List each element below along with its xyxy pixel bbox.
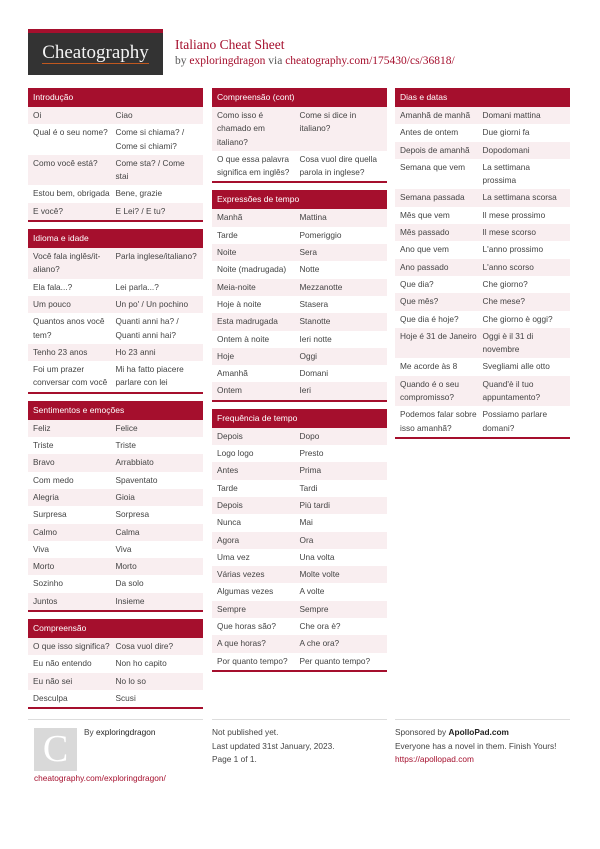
portuguese-cell: Que dia é hoje?	[400, 313, 459, 324]
table-row	[212, 151, 387, 182]
portuguese-cell: O que isso significa?	[33, 641, 110, 652]
published-status: Not published yet.	[212, 727, 279, 737]
table-row	[212, 653, 387, 670]
portuguese-cell: Nunca	[217, 517, 241, 528]
table-row	[212, 107, 387, 151]
portuguese-cell: Triste	[33, 440, 54, 451]
table-row	[212, 462, 387, 479]
table-row	[212, 445, 387, 462]
table-row	[395, 328, 570, 359]
section-rows	[28, 107, 203, 220]
portuguese-cell: Tarde	[217, 482, 238, 493]
section-rows	[395, 107, 570, 437]
sheet-url-link[interactable]: cheatography.com/175430/cs/36818/	[285, 55, 455, 67]
portuguese-cell: O que essa palavra significa em inglês?	[217, 153, 290, 178]
section-header: Introdução	[28, 88, 203, 107]
portuguese-cell: Amanhã	[217, 368, 248, 379]
section-rows	[212, 107, 387, 181]
footer-sponsor	[395, 719, 570, 767]
portuguese-cell: Ela fala...?	[33, 281, 73, 292]
table-row	[395, 142, 570, 159]
table-row	[212, 209, 387, 226]
portuguese-cell: Manhã	[217, 212, 243, 223]
via-label: via	[265, 55, 286, 67]
italian-cell: Ieri notte	[299, 333, 332, 344]
table-row	[212, 279, 387, 296]
italian-cell: Sempre	[299, 603, 329, 614]
table-row	[212, 296, 387, 313]
italian-cell: Sorpresa	[115, 509, 150, 520]
portuguese-cell: Uma vez	[217, 551, 250, 562]
portuguese-cell: Eu não sei	[33, 675, 73, 686]
portuguese-cell: Juntos	[33, 595, 58, 606]
portuguese-cell: Mês passado	[400, 227, 450, 238]
portuguese-cell: Hoje à noite	[217, 298, 262, 309]
portuguese-cell: Que mês?	[400, 296, 439, 307]
italian-cell: Quand'è il tuo appuntamento?	[482, 378, 541, 403]
table-row	[28, 489, 203, 506]
portuguese-cell: Ontem à noite	[217, 333, 270, 344]
footer-author-name[interactable]: exploringdragon	[96, 727, 156, 737]
table-row	[28, 296, 203, 313]
portuguese-cell: Antes	[217, 465, 239, 476]
portuguese-cell: A que horas?	[217, 638, 266, 649]
italian-cell: Che giorno è oggi?	[482, 313, 553, 324]
avatar: C	[34, 728, 77, 771]
italian-cell: Domani	[299, 368, 329, 379]
footer-author	[28, 719, 203, 794]
footer-author-line	[84, 726, 156, 740]
italian-cell: Tardi	[299, 482, 318, 493]
logo-text: Cheatography	[42, 42, 149, 63]
portuguese-cell: Estou bem, obrigada	[33, 188, 110, 199]
table-row	[28, 203, 203, 220]
table-row	[28, 344, 203, 361]
italian-cell: Scusi	[115, 692, 136, 703]
by-prefix: by	[175, 55, 190, 67]
italian-cell: A che ora?	[299, 638, 340, 649]
portuguese-cell: Eu não entendo	[33, 658, 92, 669]
italian-cell: Ora	[299, 534, 314, 545]
portuguese-cell: Logo logo	[217, 448, 254, 459]
portuguese-cell: Quantos anos você tem?	[33, 316, 105, 340]
italian-cell: La settimana prossima	[482, 161, 531, 186]
italian-cell: Ciao	[115, 110, 133, 120]
italian-cell: Arrabbiato	[115, 457, 154, 468]
table-row	[212, 365, 387, 382]
italian-cell: Domani mattina	[482, 110, 541, 120]
portuguese-cell: Semana que vem	[400, 161, 466, 172]
table-row	[28, 541, 203, 558]
portuguese-cell: Morto	[33, 561, 55, 572]
portuguese-cell: Hoje é 31 de Janeiro	[400, 330, 477, 341]
table-row	[212, 497, 387, 514]
portuguese-cell: Agora	[217, 534, 240, 545]
table-row	[28, 248, 203, 279]
by-label: By	[84, 727, 96, 737]
portuguese-cell: Antes de ontem	[400, 127, 459, 138]
table-row	[395, 311, 570, 328]
italian-cell: Più tardi	[299, 499, 330, 510]
portuguese-cell: Semana passada	[400, 192, 465, 203]
italian-cell: Possiamo parlare domani?	[482, 409, 548, 433]
italian-cell: Un po' / Un pochino	[115, 298, 189, 309]
portuguese-cell: Meia-noite	[217, 281, 256, 292]
table-row	[395, 259, 570, 276]
table-row	[212, 583, 387, 600]
table-row	[395, 358, 570, 375]
italian-cell: Oggi	[299, 350, 318, 361]
table-row	[212, 549, 387, 566]
last-updated: Last updated 31st January, 2023.	[212, 740, 335, 751]
table-row	[28, 638, 203, 655]
table-row	[28, 313, 203, 344]
section	[395, 88, 570, 439]
table-row	[212, 244, 387, 261]
portuguese-cell: E você?	[33, 205, 63, 216]
italian-cell: E Lei? / E tu?	[115, 205, 166, 216]
portuguese-cell: Mês que vem	[400, 209, 450, 220]
section-rows	[212, 428, 387, 670]
table-row	[28, 472, 203, 489]
page-title: Italiano Cheat Sheet	[175, 37, 285, 52]
italian-cell: Il mese scorso	[482, 227, 536, 238]
italian-cell: Mezzanotte	[299, 281, 343, 292]
table-row	[212, 635, 387, 652]
portuguese-cell: Que dia?	[400, 278, 434, 289]
profile-link[interactable]: cheatography.com/exploringdragon/	[34, 773, 166, 783]
section	[212, 409, 387, 672]
italian-cell: L'anno prossimo	[482, 244, 544, 255]
section-rows	[28, 420, 203, 610]
portuguese-cell: Surpresa	[33, 509, 67, 520]
italian-cell: Mai	[299, 517, 313, 528]
table-row	[28, 558, 203, 575]
italian-cell: Morto	[115, 561, 137, 572]
italian-cell: Stanotte	[299, 316, 331, 327]
table-row	[28, 454, 203, 471]
section-rows	[28, 638, 203, 707]
table-row	[395, 376, 570, 407]
italian-cell: Dopo	[299, 430, 320, 441]
table-row	[395, 124, 570, 141]
author-link[interactable]: exploringdragon	[189, 55, 266, 67]
column-2	[212, 88, 387, 679]
sponsor-name[interactable]: ApolloPad.com	[448, 727, 509, 737]
portuguese-cell: Que horas são?	[217, 621, 277, 632]
portuguese-cell: Esta madrugada	[217, 316, 278, 327]
portuguese-cell: Tarde	[217, 229, 238, 240]
italian-cell: Come si dice in italiano?	[299, 110, 357, 134]
italian-cell: Ho 23 anni	[115, 346, 156, 357]
section-header: Expressões de tempo	[212, 190, 387, 209]
table-row	[212, 227, 387, 244]
italian-cell: Prima	[299, 465, 322, 476]
italian-cell: Triste	[115, 440, 136, 451]
italian-cell: Che giorno?	[482, 278, 528, 289]
italian-cell: Una volta	[299, 551, 335, 562]
section-header: Compreensão	[28, 619, 203, 638]
italian-cell: Presto	[299, 448, 324, 459]
table-row	[28, 155, 203, 186]
italian-cell: Cosa vuol dire quella parola in inglese?	[299, 153, 377, 178]
portuguese-cell: Desculpa	[33, 692, 68, 703]
portuguese-cell: Ano que vem	[400, 244, 449, 255]
portuguese-cell: Calmo	[33, 526, 57, 537]
table-row	[395, 189, 570, 206]
portuguese-cell: Depois	[217, 499, 243, 510]
table-row	[28, 107, 203, 124]
italian-cell: Oggi è il 31 di novembre	[482, 330, 534, 355]
table-row	[28, 437, 203, 454]
italian-cell: Viva	[115, 543, 132, 554]
portuguese-cell: Tenho 23 anos	[33, 346, 88, 357]
italian-cell: Mi ha fatto piacere parlare con lei	[115, 364, 184, 388]
section-header: Sentimentos e emoções	[28, 401, 203, 420]
italian-cell: Sera	[299, 247, 318, 258]
portuguese-cell: Alegria	[33, 491, 59, 502]
section	[28, 619, 203, 709]
portuguese-cell: Foi um prazer conversar com você	[33, 364, 108, 388]
title-block	[175, 37, 455, 69]
portuguese-cell: Ontem	[217, 385, 242, 396]
italian-cell: L'anno scorso	[482, 261, 534, 272]
section-rows	[212, 209, 387, 399]
portuguese-cell: Várias vezes	[217, 569, 265, 580]
portuguese-cell: Bravo	[33, 457, 55, 468]
table-row	[212, 313, 387, 330]
table-row	[28, 524, 203, 541]
table-row	[28, 575, 203, 592]
portuguese-cell: Feliz	[33, 422, 51, 433]
table-row	[212, 514, 387, 531]
section	[28, 229, 203, 394]
table-row	[212, 428, 387, 445]
italian-cell: Parla inglese/italiano?	[115, 251, 197, 262]
table-row	[28, 593, 203, 610]
italian-cell: Come si chiama? / Come si chiami?	[115, 127, 185, 151]
sponsor-line	[395, 726, 570, 740]
portuguese-cell: Como você está?	[33, 157, 98, 168]
italian-cell: Molte volte	[299, 569, 340, 580]
italian-cell: Mattina	[299, 212, 327, 223]
table-row	[28, 185, 203, 202]
italian-cell: Pomeriggio	[299, 229, 342, 240]
table-row	[395, 207, 570, 224]
table-row	[28, 361, 203, 392]
portuguese-cell: Depois	[217, 430, 243, 441]
italian-cell: Spaventato	[115, 474, 158, 485]
table-row	[395, 241, 570, 258]
italian-cell: Che ora è?	[299, 621, 341, 632]
section	[212, 88, 387, 183]
portuguese-cell: Como isso é chamado em italiano?	[217, 110, 265, 147]
italian-cell: Gioia	[115, 491, 135, 502]
italian-cell: Dopodomani	[482, 144, 530, 155]
table-row	[28, 690, 203, 707]
portuguese-cell: Noite	[217, 247, 237, 258]
table-row	[28, 673, 203, 690]
section-header: Dias e datas	[395, 88, 570, 107]
italian-cell: No lo so	[115, 675, 146, 686]
table-row	[212, 566, 387, 583]
italian-cell: Ieri	[299, 385, 312, 396]
page-count: Page 1 of 1.	[212, 754, 257, 764]
sponsor-prefix: Sponsored by	[395, 727, 449, 737]
italian-cell: Insieme	[115, 595, 145, 606]
portuguese-cell: Quando é o seu compromisso?	[400, 378, 460, 403]
portuguese-cell: Um pouco	[33, 298, 71, 309]
portuguese-cell: Podemos falar sobre isso amanhã?	[400, 409, 477, 433]
table-row	[212, 331, 387, 348]
italian-cell: Felice	[115, 422, 138, 433]
footer-status	[212, 719, 387, 767]
sponsor-text: Everyone has a novel in them. Finish Yours!	[395, 740, 557, 751]
portuguese-cell: Qual é o seu nome?	[33, 127, 108, 138]
portuguese-cell: Você fala inglês/italiano?	[33, 251, 101, 275]
portuguese-cell: Depois de amanhã	[400, 144, 470, 155]
table-row	[28, 655, 203, 672]
portuguese-cell: Amanhã de manhã	[400, 110, 471, 120]
italian-cell: Quanti anni ha? / Quanti anni hai?	[115, 316, 179, 340]
italian-cell: A volte	[299, 586, 325, 597]
section	[28, 88, 203, 222]
table-row	[395, 293, 570, 310]
italian-cell: Lei parla...?	[115, 281, 159, 292]
italian-cell: Da solo	[115, 578, 144, 589]
portuguese-cell: Noite (madrugada)	[217, 264, 287, 275]
portuguese-cell: Com medo	[33, 474, 74, 485]
column-1	[28, 88, 203, 716]
portuguese-cell: Por quanto tempo?	[217, 655, 288, 666]
table-row	[28, 506, 203, 523]
sponsor-url[interactable]: https://apollopad.com	[395, 754, 474, 764]
italian-cell: Per quanto tempo?	[299, 655, 371, 666]
italian-cell: Stasera	[299, 298, 329, 309]
table-row	[212, 532, 387, 549]
italian-cell: Due giorni fa	[482, 127, 530, 138]
section	[212, 190, 387, 401]
column-3	[395, 88, 570, 446]
italian-cell: Che mese?	[482, 296, 525, 307]
section-rows	[28, 248, 203, 392]
italian-cell: Il mese prossimo	[482, 209, 546, 220]
table-row	[212, 601, 387, 618]
italian-cell: Non ho capito	[115, 658, 167, 669]
table-row	[212, 382, 387, 399]
table-row	[395, 406, 570, 437]
italian-cell: Calma	[115, 526, 140, 537]
portuguese-cell: Sozinho	[33, 578, 63, 589]
table-row	[28, 279, 203, 296]
portuguese-cell: Viva	[33, 543, 49, 554]
italian-cell: La settimana scorsa	[482, 192, 557, 203]
italian-cell: Come sta? / Come stai	[115, 157, 185, 182]
section-header: Frequência de tempo	[212, 409, 387, 428]
cheatography-logo[interactable]	[28, 29, 163, 75]
table-row	[212, 480, 387, 497]
portuguese-cell: Me acorde às 8	[400, 361, 458, 372]
portuguese-cell: Oi	[33, 110, 42, 120]
portuguese-cell: Ano passado	[400, 261, 449, 272]
italian-cell: Svegliami alle otto	[482, 361, 550, 372]
italian-cell: Bene, grazie	[115, 188, 163, 199]
italian-cell: Cosa vuol dire?	[115, 641, 174, 652]
portuguese-cell: Sempre	[217, 603, 247, 614]
table-row	[395, 159, 570, 190]
table-row	[28, 124, 203, 155]
section	[28, 401, 203, 612]
table-row	[28, 420, 203, 437]
table-row	[395, 107, 570, 124]
portuguese-cell: Hoje	[217, 350, 235, 361]
section-header: Compreensão (cont)	[212, 88, 387, 107]
portuguese-cell: Algumas vezes	[217, 586, 274, 597]
table-row	[212, 348, 387, 365]
table-row	[212, 261, 387, 278]
byline	[175, 53, 455, 69]
section-header: Idioma e idade	[28, 229, 203, 248]
table-row	[395, 224, 570, 241]
table-row	[395, 276, 570, 293]
table-row	[212, 618, 387, 635]
italian-cell: Notte	[299, 264, 320, 275]
